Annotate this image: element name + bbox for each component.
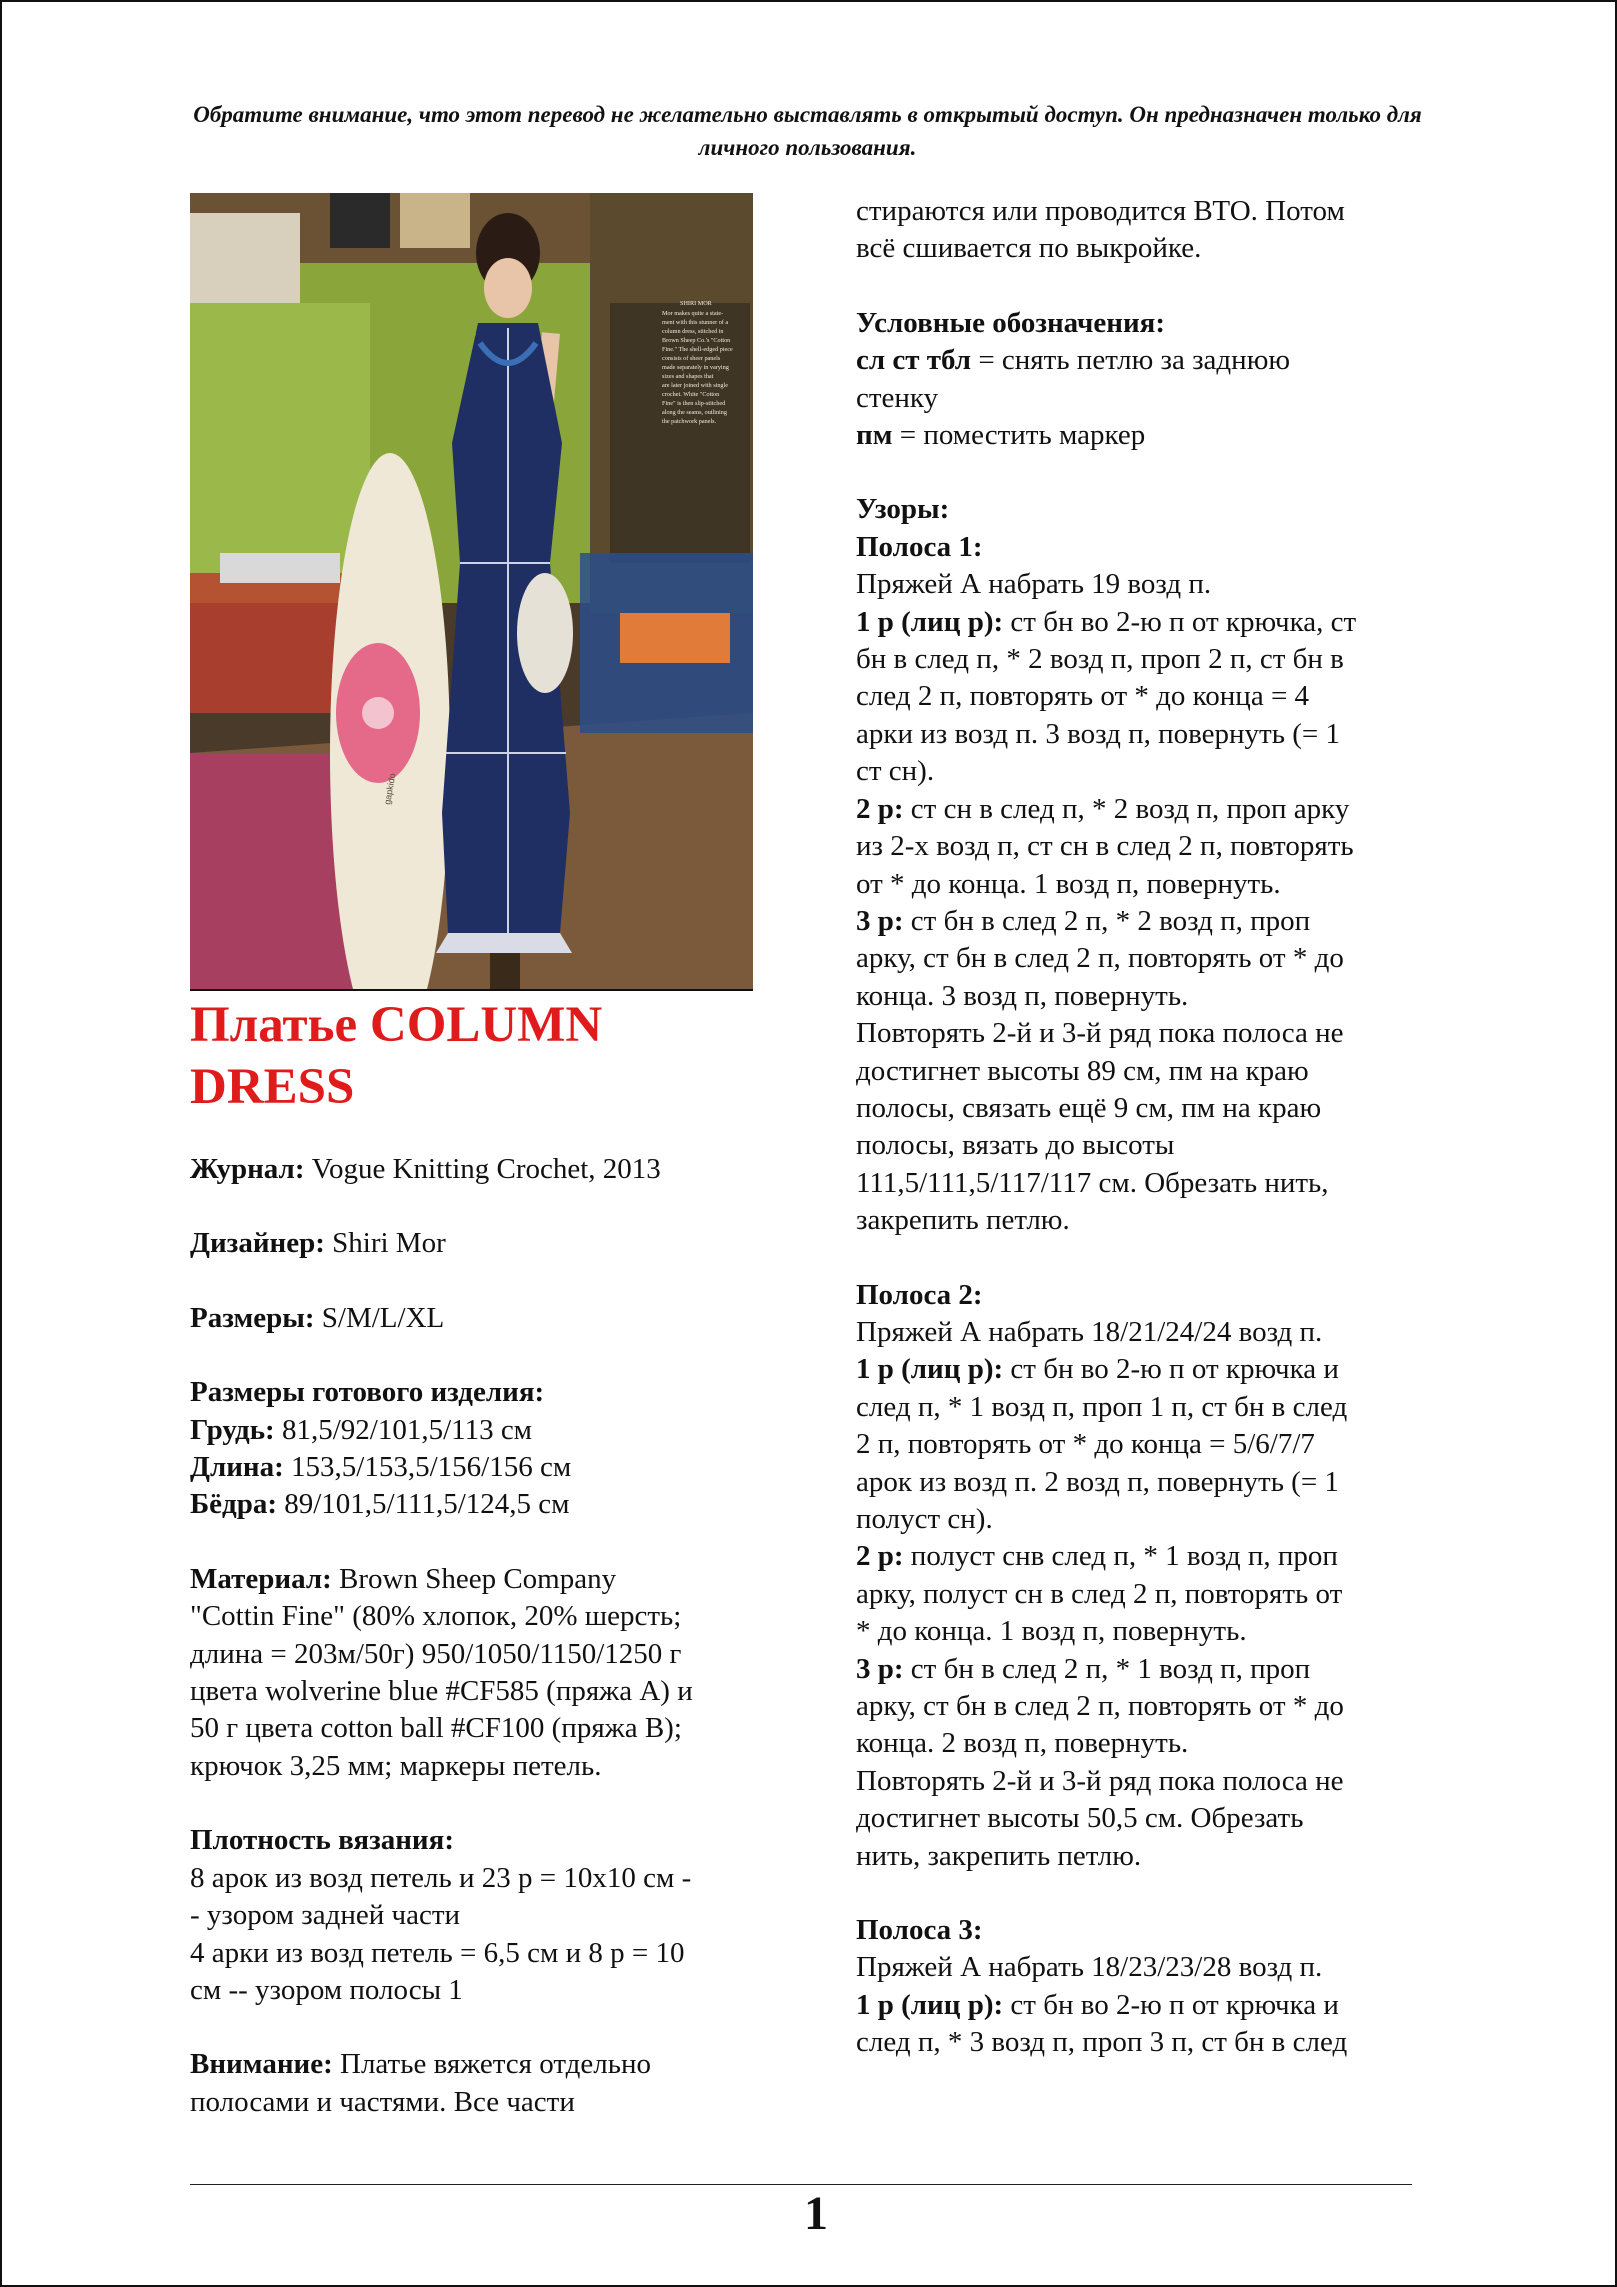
caption-line: Fine" is then slip-stitched: [662, 400, 726, 407]
designer-line: Дизайнер: Shiri Mor: [190, 1227, 446, 1260]
page-title: Платье COLUMN DRESS: [190, 997, 603, 1115]
caption-line: ment with this stunner of a: [662, 319, 729, 326]
stripe-3-heading: Полоса 3:: [856, 1914, 983, 1947]
stripe-2-row-2: 2 р: полуст снв след п, * 1 возд п, проп: [856, 1540, 1338, 1573]
stripe-1-row-1: ст сн).: [856, 755, 935, 788]
stripe-1-heading: Полоса 1:: [856, 530, 983, 563]
stripe-1-row-1: бн в след п, * 2 возд п, проп 2 п, ст бн в: [856, 643, 1344, 676]
material-line: "Cottin Fine" (80% хлопок, 20% шерсть;: [190, 1600, 682, 1633]
stripe-2-row-2: * до конца. 1 возд п, повернуть.: [856, 1615, 1247, 1648]
continuation-line: всё сшивается по выкройке.: [856, 232, 1202, 265]
stripe-2-cast-on: Пряжей А набрать 18/21/24/24 возд п.: [856, 1315, 1323, 1348]
caption-line: Fine." The shell-edged piece: [662, 346, 733, 353]
stripe-2-row-1: полуст сн).: [856, 1503, 993, 1535]
caption-line: the patchwork panels.: [662, 418, 717, 425]
stripe-1-repeat: полосы, вязать до высоты: [856, 1129, 1175, 1162]
right-column: [856, 193, 1431, 2062]
sizes-line: Размеры: S/M/L/XL: [190, 1301, 445, 1334]
stripe-1-row-1: арки из возд п. 3 возд п, повернуть (= 1: [856, 717, 1340, 750]
gauge-line: см -- узором полосы 1: [190, 1973, 463, 2006]
legend-item: сл ст тбл = снять петлю за заднюю: [856, 344, 1291, 377]
material-line: крючок 3,25 мм; маркеры петель.: [190, 1749, 602, 1782]
stripe-2-repeat: Повторять 2-й и 3-й ряд пока полоса не: [856, 1764, 1344, 1797]
photo-woman-in-blue-crochet-dress: [190, 193, 753, 989]
caption-line: column dress, stitched in: [662, 328, 724, 335]
stripe-3-row-1: 1 р (лиц р): ст бн во 2-ю п от крючка и: [856, 1988, 1339, 2021]
caption-line: along the seams, outlining: [662, 409, 727, 416]
stripe-1-row-3: конца. 3 возд п, повернуть.: [856, 979, 1189, 1012]
stripe-1-repeat: Повторять 2-й и 3-й ряд пока полоса не: [856, 1017, 1344, 1050]
stripe-2-row-1: арок из возд п. 2 возд п, повернуть (= 1: [856, 1465, 1339, 1498]
caption-line: consists of sheer panels: [662, 355, 721, 362]
stripe-1-row-3: арку, ст бн в след 2 п, повторять от * до: [856, 942, 1344, 975]
material-line: 50 г цвета cotton ball #CF100 (пряжа В);: [190, 1712, 682, 1745]
stripe-1-repeat: закрепить петлю.: [856, 1204, 1070, 1237]
journal-line: Журнал: Vogue Knitting Crochet, 2013: [190, 1153, 661, 1185]
caption-line: sizes and shapes that: [662, 373, 714, 380]
surfboard-sign-text: gapkido: [382, 772, 398, 806]
material-line: длина = 203м/50г) 950/1050/1150/1250 г: [190, 1637, 682, 1670]
stripe-2-row-3: арку, ст бн в след 2 п, повторять от * до: [856, 1690, 1344, 1723]
attention-line: Внимание: Платье вяжется отдельно: [190, 2048, 651, 2081]
stripe-2-row-2: арку, полуст сн в след 2 п, повторять от: [856, 1577, 1343, 1610]
gauge-line: 8 арок из возд петель и 23 р = 10х10 см -: [190, 1861, 692, 1894]
length-line: Длина: 153,5/153,5/156/156 см: [190, 1451, 572, 1484]
stripe-2-row-3: 3 р: ст бн в след 2 п, * 1 возд п, проп: [856, 1652, 1311, 1685]
page-number: 1: [804, 2187, 828, 2240]
legend-heading: Условные обозначения:: [856, 306, 1166, 339]
caption-line: Mor makes quite a state-: [662, 310, 724, 317]
footer-rule: [190, 2184, 1412, 2185]
stripe-2-row-1: след п, * 1 возд п, проп 1 п, ст бн в след: [856, 1390, 1348, 1423]
caption-line: SHIRI MOR: [680, 300, 712, 307]
stripe-1-cast-on: Пряжей А набрать 19 возд п.: [856, 568, 1212, 601]
legend-item: пм = поместить маркер: [856, 419, 1146, 452]
material-line: цвета wolverine blue #CF585 (пряжа А) и: [190, 1675, 693, 1708]
stripe-1-repeat: достигнет высоты 89 см, пм на краю: [856, 1054, 1309, 1087]
left-column: [190, 1151, 765, 2121]
gauge-heading: Плотность вязания:: [190, 1824, 454, 1857]
caption-line: made separately in varying: [662, 364, 729, 371]
attention-line: полосами и частями. Все части: [190, 2085, 575, 2118]
stripe-1-row-2: из 2-х возд п, ст сн в след 2 п, повторять: [856, 830, 1354, 863]
chest-line: Грудь: 81,5/92/101,5/113 см: [190, 1413, 533, 1446]
stripe-2-heading: Полоса 2:: [856, 1278, 983, 1311]
gauge-line: - узором задней части: [190, 1899, 461, 1932]
stripe-2-repeat: достигнет высоты 50,5 см. Обрезать: [856, 1802, 1304, 1835]
finished-sizes-heading: Размеры готового изделия:: [190, 1376, 545, 1409]
notice-text: Обратите внимание, что этот перевод не желательно выставлять в открытый доступ. Он предназначен только для личного пользования.: [193, 102, 1422, 160]
patterns-heading: Узоры:: [856, 493, 950, 526]
stripe-3-cast-on: Пряжей А набрать 18/23/23/28 возд п.: [856, 1951, 1323, 1984]
material-line: Материал: Brown Sheep Company: [190, 1562, 617, 1595]
stripe-1-row-1: 1 р (лиц р): ст бн во 2-ю п от крючка, ст: [856, 605, 1357, 638]
legend-item: стенку: [856, 381, 939, 414]
stripe-1-row-2: 2 р: ст сн в след п, * 2 возд п, проп арку: [856, 792, 1350, 825]
caption-line: crochet. White "Cotton: [662, 391, 720, 398]
stripe-2-row-1: 2 п, повторять от * до конца = 5/6/7/7: [856, 1428, 1315, 1461]
stripe-2-row-3: конца. 2 возд п, повернуть.: [856, 1727, 1189, 1760]
stripe-1-row-1: след 2 п, повторять от * до конца = 4: [856, 680, 1310, 713]
stripe-1-repeat: полосы, связать ещё 9 см, пм на краю: [856, 1091, 1322, 1124]
caption-line: are later joined with single: [662, 382, 728, 389]
caption-line: Brown Sheep Co.'s "Cotton: [662, 337, 731, 344]
stripe-1-repeat: 111,5/111,5/117/117 см. Обрезать нить,: [856, 1166, 1329, 1199]
hips-line: Бёдра: 89/101,5/111,5/124,5 см: [190, 1488, 570, 1521]
stripe-1-row-2: от * до конца. 1 возд п, повернуть.: [856, 867, 1281, 900]
stripe-1-row-3: 3 р: ст бн в след 2 п, * 2 возд п, проп: [856, 904, 1311, 937]
continuation-line: стираются или проводится ВТО. Потом: [856, 195, 1345, 227]
stripe-2-row-1: 1 р (лиц р): ст бн во 2-ю п от крючка и: [856, 1353, 1339, 1386]
cover-photo: [190, 193, 753, 991]
stripe-3-row-1: след п, * 3 возд п, проп 3 п, ст бн в след: [856, 2026, 1348, 2059]
stripe-2-repeat: нить, закрепить петлю.: [856, 1839, 1142, 1872]
gauge-line: 4 арки из возд петель = 6,5 см и 8 р = 10: [190, 1936, 685, 1969]
